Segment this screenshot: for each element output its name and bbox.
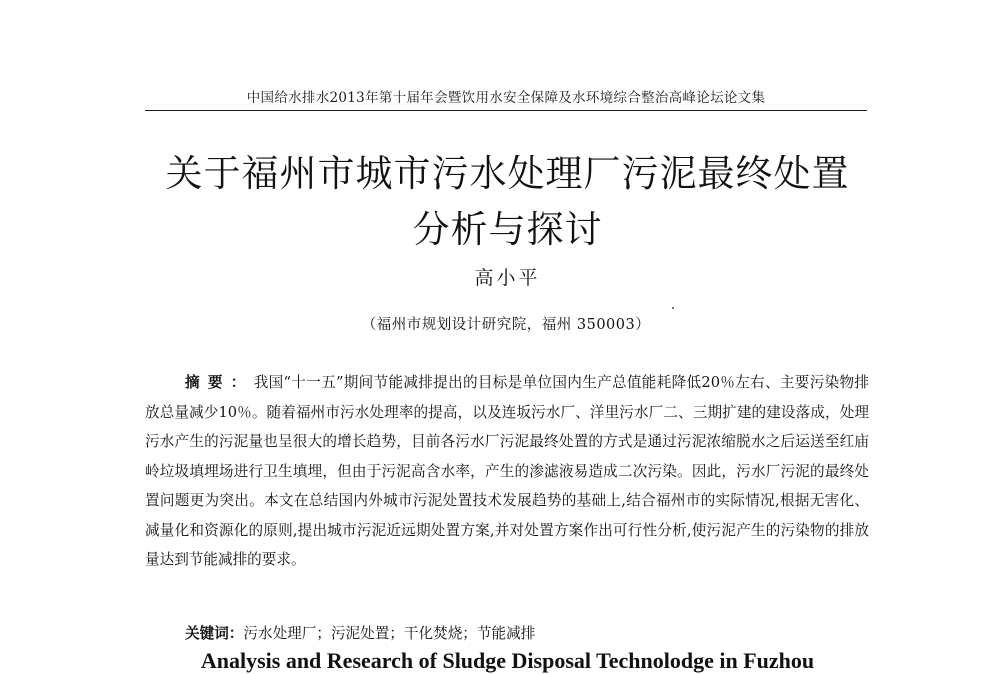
- running-header: 中国给水排水2013年第十届年会暨饮用水安全保障及水环境综合整治高峰论坛论文集: [246, 90, 766, 106]
- keywords-label: 关键词：: [185, 625, 244, 642]
- abstract-text: 我国“十一五”期间节能减排提出的目标是单位国内生产总值能耗降低20％左右、主要污染物排放总量减少10％。随着福州市污水处理率的提高，以及连坂污水厂、洋里污水厂二、三期扩建的建设落成，处理污水产生的污泥量也呈很大的增长趋势，目前各污水厂污泥最终处置的方式是通过污泥浓缩脱水之后运送至红庙岭垃圾填埋场进行卫生填埋，但由于污泥高含水率，产生的渗滤液易造成二次污染。因此，污水厂污泥的最终处置问题更为突出。本文在总结国内外城市污泥处置技术发展趋势的基础上,结合福州市的实际情况,根据无害化、减量化和资源化的原则,提出城市污泥近远期处置方案,并对处置方案作出可行性分析,使污泥产生的污染物的排放量达到节能减排的要求。: [145, 374, 869, 568]
- paper-title-line-1: 关于福州市城市污水处理厂污泥最终处置: [165, 152, 850, 195]
- header-rule: [145, 110, 867, 111]
- author-name: 高小平: [474, 267, 541, 289]
- english-title: Analysis and Research of Sludge Disposal Technolodge in Fuzhou: [200, 648, 815, 673]
- scan-speck: [672, 307, 674, 309]
- abstract-label: 摘要：: [185, 374, 254, 391]
- author-affiliation: （福州市规划设计研究院，福州 350003）: [361, 317, 651, 333]
- paper-title-line-2: 分析与探讨: [412, 208, 603, 251]
- keywords-text: 污水处理厂；污泥处置；干化焚烧；节能减排: [243, 625, 536, 642]
- abstract-paragraph: [145, 368, 869, 575]
- keywords-line: [185, 622, 869, 643]
